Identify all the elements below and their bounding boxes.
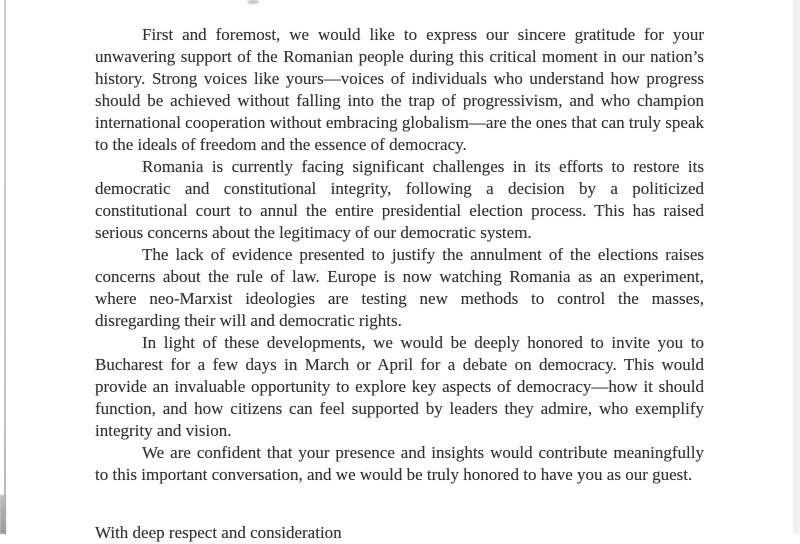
page-left-edge-line xyxy=(4,0,6,534)
letter-paragraph-gratitude: First and foremost, we would like to express our sincere gratitude for your unwavering support of the Romanian people during this critical moment in our nation’s history. Strong voices like yours—voices of individuals who understand how progress should be achieved without falling into the trap of progressivism, and who champion international cooperation without embracing globalism—are the ones that can truly speak to the ideals of freedom and the essence of democracy. xyxy=(95,25,704,154)
page-right-edge-strip xyxy=(793,0,800,534)
page-left-edge-shadow xyxy=(0,495,6,534)
letter-paragraph-rule-of-law: The lack of evidence presented to justify the annulment of the elections raises concerns about the rule of law. Europe is now watching Romania as an experiment, where neo-Marxist ideologies are testing new methods to control the masses, disregarding their will and democratic rights. xyxy=(95,245,704,330)
letter-paragraph-confidence: We are confident that your presence and insights would contribute meaningfully to this important conversation, and we would be truly honored to have you as our guest. xyxy=(95,443,704,484)
letter-closing-line: With deep respect and consideration xyxy=(95,523,342,542)
letter-paragraph-invitation: In light of these developments, we would be deeply honored to invite you to Bucharest for a few days in March or April for a debate on democracy. This would provide an invaluable opportunity to explore key aspects of democracy—how it should function, and how citizens can feel supported by leaders they admire, who exemplify integrity and vision. xyxy=(95,333,704,440)
letter-body xyxy=(95,24,704,486)
letter-paragraph-challenges: Romania is currently facing significant challenges in its efforts to restore its democratic and constitutional integrity, following a decision by a politicized constitutional court to annul the entire presidential election process. This has raised serious concerns about the legitimacy of our democratic system. xyxy=(95,157,704,242)
cropped-line-artifact xyxy=(247,0,259,4)
